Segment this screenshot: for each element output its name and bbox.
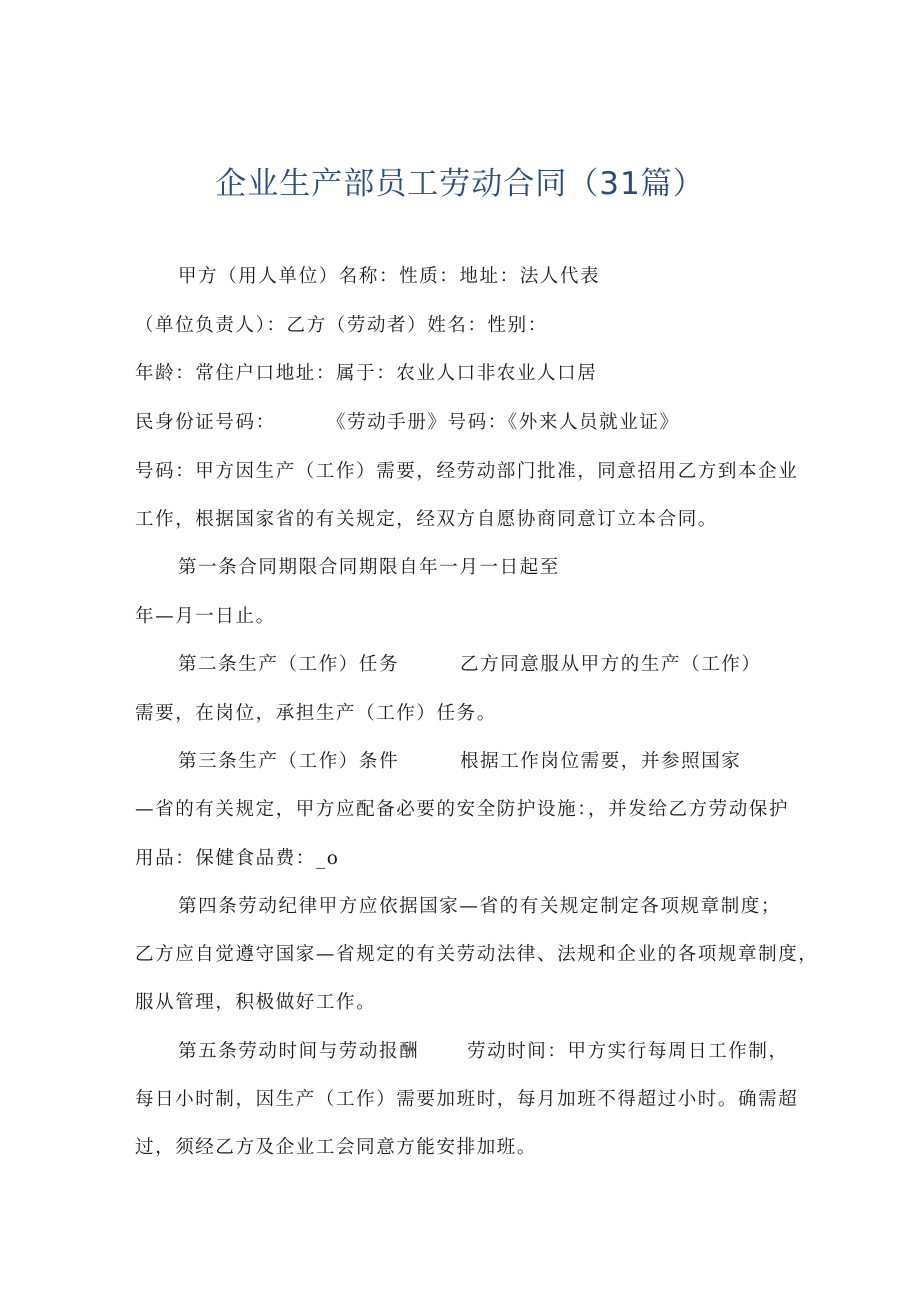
paragraph-line: 《劳动手册》号码：《外来人员就业证》: [327, 412, 680, 433]
paragraph-line: —省的有关规定，甲方应配备必要的安全防护设施：，并发给乙方劳动保护: [135, 799, 790, 820]
paragraph-line: 服从管理，积极做好工作。: [135, 992, 377, 1013]
paragraph-line: 需要，在岗位，承担生产（工作）任务。: [135, 703, 497, 724]
paragraph-line: 劳动时间：甲方实行每周日工作制，: [467, 1041, 789, 1062]
paragraph-line: 工作，根据国家省的有关规定，经双方自愿协商同意订立本合同。: [135, 509, 718, 530]
paragraph-line: 用品：保健食品费：_o: [135, 848, 340, 869]
paragraph-line: 年—月一日止。: [135, 606, 276, 627]
paragraph-line: 根据工作岗位需要，并参照国家: [460, 751, 742, 772]
clause-heading: 第五条劳动时间与劳动报酬: [178, 1041, 420, 1062]
clause-heading: 第三条生产（工作）条件: [178, 751, 400, 772]
document-title: 企业生产部员工劳动合同（31篇）: [215, 166, 705, 202]
paragraph-line: 每日小时制，因生产（工作）需要加班时，每月加班不得超过小时。确需超: [135, 1089, 799, 1110]
clause-heading: 第一条合同期限合同期限自年一月一日起至: [178, 557, 560, 578]
paragraph-line: 乙方同意服从甲方的生产（工作）: [460, 654, 762, 675]
paragraph-line: 过，须经乙方及企业工会同意方能安排加班。: [135, 1137, 538, 1158]
clause-heading: 第二条生产（工作）任务: [178, 654, 400, 675]
paragraph-line: 民身份证号码：: [135, 412, 276, 433]
paragraph-line: （单位负责人）：乙方（劳动者）姓名：性别：: [135, 315, 548, 336]
paragraph-line: 甲方（用人单位）名称：性质：地址：法人代表: [178, 266, 601, 287]
paragraph-line: 年龄：常住户口地址：属于：农业人口非农业人口居: [135, 363, 598, 384]
clause-heading: 第四条劳动纪律甲方应依据国家—省的有关规定制定各项规章制度；: [178, 896, 782, 917]
paragraph-line: 乙方应自觉遵守国家—省规定的有关劳动法律、法规和企业的各项规章制度，: [135, 944, 819, 965]
paragraph-line: 号码：甲方因生产（工作）需要，经劳动部门批准，同意招用乙方到本企业: [135, 461, 799, 482]
